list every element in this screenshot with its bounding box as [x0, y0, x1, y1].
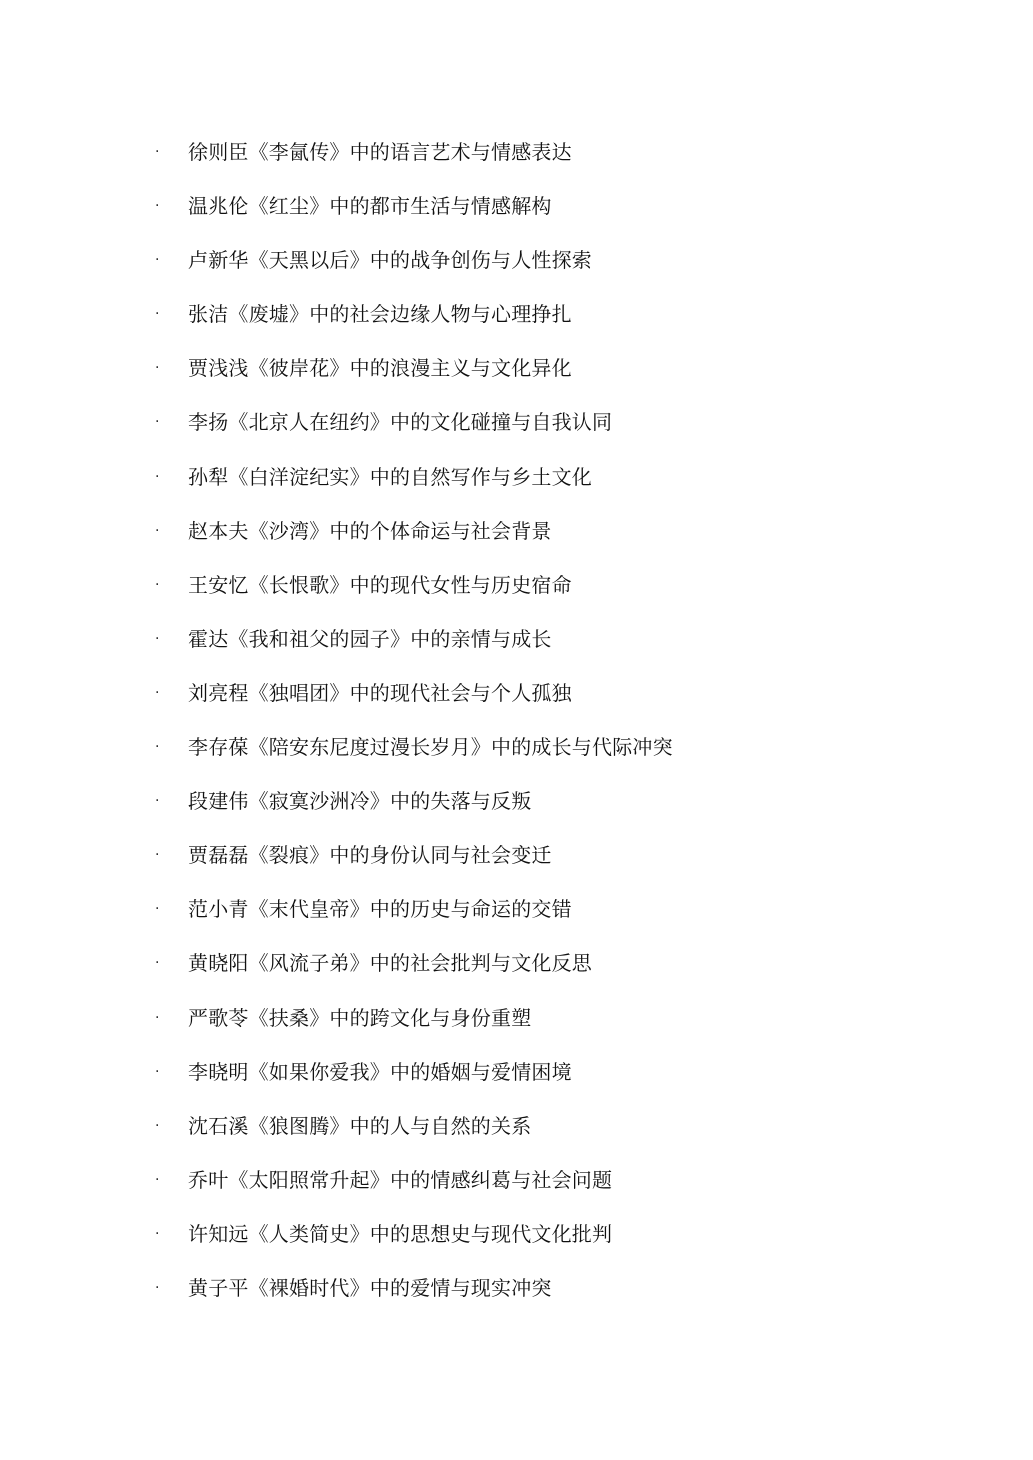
list-item-text: 温兆伦《红尘》中的都市生活与情感解构: [188, 194, 552, 219]
bullet: ·: [155, 252, 160, 269]
list-item: [155, 131, 955, 185]
list-item: [155, 293, 955, 347]
bullet: ·: [155, 1063, 160, 1080]
list-item-text: 李存葆《陪安东尼度过漫长岁月》中的成长与代际冲突: [188, 735, 673, 760]
topic-list: [155, 131, 955, 1321]
list-item-text: 段建伟《寂寞沙洲冷》中的失落与反叛: [188, 789, 532, 814]
list-item: [155, 618, 955, 672]
bullet: ·: [155, 414, 160, 431]
bullet: ·: [155, 1225, 160, 1242]
list-item: [155, 942, 955, 996]
bullet: ·: [155, 1279, 160, 1296]
list-item-text: 李扬《北京人在纽约》中的文化碰撞与自我认同: [188, 410, 613, 435]
list-item: [155, 1159, 955, 1213]
bullet: ·: [155, 576, 160, 593]
list-item: [155, 1267, 955, 1321]
bullet: ·: [155, 684, 160, 701]
bullet: ·: [155, 198, 160, 215]
list-item-text: 贾浅浅《彼岸花》中的浪漫主义与文化异化: [188, 356, 572, 381]
list-item: [155, 888, 955, 942]
bullet: ·: [155, 793, 160, 810]
list-item: [155, 1051, 955, 1105]
list-item-text: 张洁《废墟》中的社会边缘人物与心理挣扎: [188, 302, 572, 327]
list-item: [155, 564, 955, 618]
list-item-text: 严歌苓《扶桑》中的跨文化与身份重塑: [188, 1005, 532, 1030]
list-item-text: 黄子平《裸婚时代》中的爱情与现实冲突: [188, 1275, 552, 1300]
list-item: [155, 510, 955, 564]
bullet: ·: [155, 468, 160, 485]
list-item-text: 赵本夫《沙湾》中的个体命运与社会背景: [188, 518, 552, 543]
list-item: [155, 1105, 955, 1159]
list-item-text: 卢新华《天黑以后》中的战争创伤与人性探索: [188, 248, 592, 273]
list-item: [155, 456, 955, 510]
list-item: [155, 780, 955, 834]
list-item: [155, 997, 955, 1051]
list-item-text: 刘亮程《独唱团》中的现代社会与个人孤独: [188, 680, 572, 705]
list-item: [155, 401, 955, 455]
bullet: ·: [155, 955, 160, 972]
list-item: [155, 1213, 955, 1267]
bullet: ·: [155, 144, 160, 160]
bullet: ·: [155, 1171, 160, 1188]
list-item-text: 沈石溪《狼图腾》中的人与自然的关系: [188, 1113, 532, 1138]
bullet: ·: [155, 522, 160, 539]
bullet: ·: [155, 739, 160, 756]
list-item: [155, 185, 955, 239]
list-item-text: 贾磊磊《裂痕》中的身份认同与社会变迁: [188, 843, 552, 868]
list-item-text: 李晓明《如果你爱我》中的婚姻与爱情困境: [188, 1059, 572, 1084]
list-item: [155, 347, 955, 401]
list-item-text: 乔叶《太阳照常升起》中的情感纠葛与社会问题: [188, 1167, 613, 1192]
bullet: ·: [155, 360, 160, 377]
bullet: ·: [155, 1117, 160, 1134]
bullet: ·: [155, 630, 160, 647]
list-item-text: 黄晓阳《风流子弟》中的社会批判与文化反思: [188, 951, 592, 976]
list-item: [155, 239, 955, 293]
list-item-text: 徐则臣《李氤传》中的语言艺术与情感表达: [188, 140, 572, 164]
list-item-text: 孙犁《白洋淀纪实》中的自然写作与乡土文化: [188, 464, 592, 489]
bullet: ·: [155, 306, 160, 323]
list-item-text: 范小青《末代皇帝》中的历史与命运的交错: [188, 897, 572, 922]
bullet: ·: [155, 847, 160, 864]
list-item: [155, 726, 955, 780]
list-item: [155, 834, 955, 888]
list-item-text: 王安忆《长恨歌》中的现代女性与历史宿命: [188, 572, 572, 597]
bullet: ·: [155, 1009, 160, 1026]
list-item: [155, 672, 955, 726]
list-item-text: 霍达《我和祖父的园子》中的亲情与成长: [188, 626, 552, 651]
list-item-text: 许知远《人类简史》中的思想史与现代文化批判: [188, 1221, 613, 1246]
bullet: ·: [155, 901, 160, 918]
